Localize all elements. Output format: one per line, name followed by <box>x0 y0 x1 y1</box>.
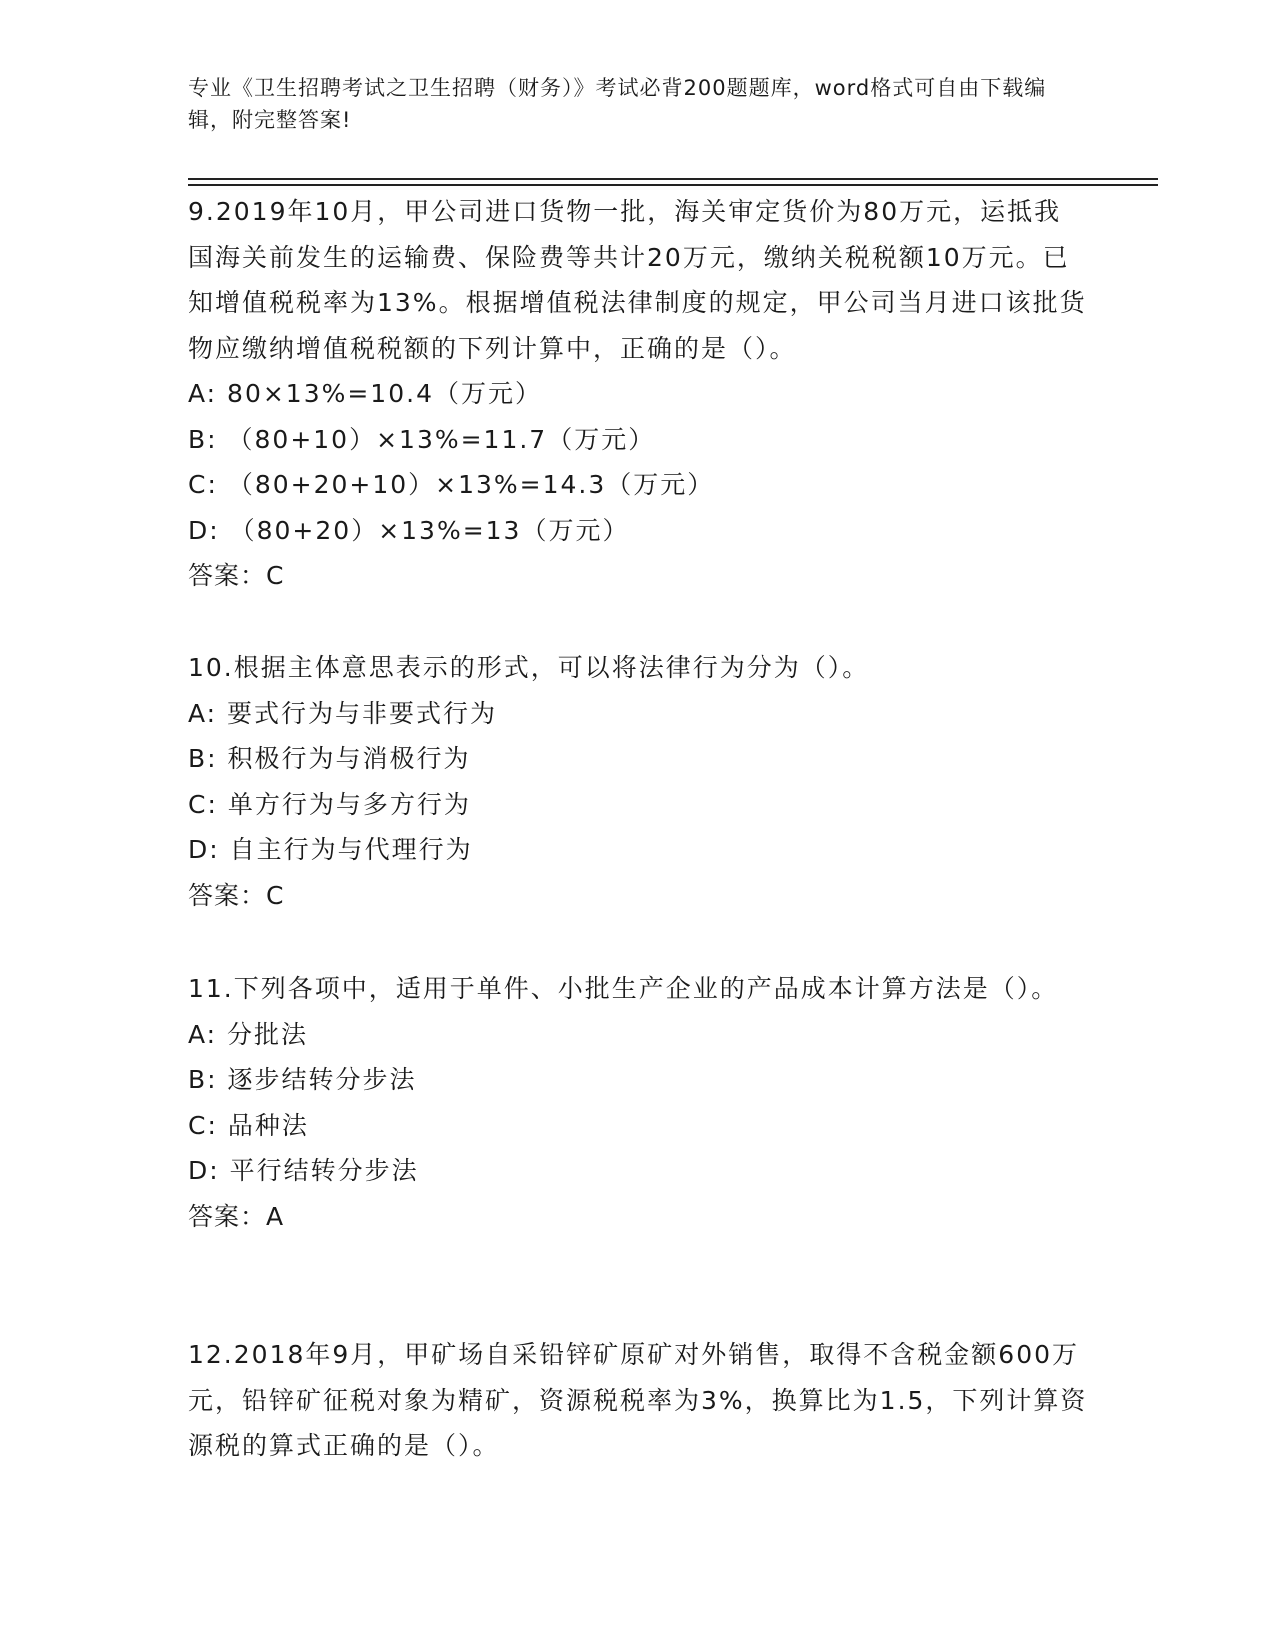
question-12 <box>188 1332 1088 1469</box>
option-a: A: 80×13%=10.4（万元） <box>188 379 542 408</box>
option-a: A: 分批法 <box>188 1019 309 1049</box>
option-b: B: 逐步结转分步法 <box>188 1065 417 1094</box>
option-c: C: 单方行为与多方行为 <box>188 789 471 819</box>
question-9 <box>188 189 1088 599</box>
option-b: B: （80+10）×13%=11.7（万元） <box>188 424 656 454</box>
question-11 <box>188 966 1088 1239</box>
header-rule-bottom <box>188 184 1158 186</box>
answer: 答案：A <box>188 1201 285 1231</box>
question-stem: 11.下列各项中，适用于单件、小批生产企业的产品成本计算方法是（）。 <box>188 974 1059 1003</box>
option-a: A: 要式行为与非要式行为 <box>188 698 498 728</box>
option-c: C: 品种法 <box>188 1110 309 1140</box>
option-b: B: 积极行为与消极行为 <box>188 744 471 773</box>
option-c: C: （80+20+10）×13%=14.3（万元） <box>188 470 715 499</box>
question-stem: 10.根据主体意思表示的形式，可以将法律行为分为（）。 <box>188 653 870 682</box>
option-d: D: 自主行为与代理行为 <box>188 835 473 864</box>
question-10 <box>188 645 1088 918</box>
answer: 答案：C <box>188 561 285 590</box>
question-stem: 9.2019年10月，甲公司进口货物一批，海关审定货价为80万元，运抵我国海关前发生的运输费、保险费等共计20万元，缴纳关税税额10万元。已知增值税税率为13%。根据增值税法律制度的规定，甲公司当月进口该批货物应缴纳增值税税额的下列计算中，正确的是（）。 <box>188 197 1087 363</box>
header-rule-top <box>188 178 1158 180</box>
question-stem: 12.2018年9月，甲矿场自采铅锌矿原矿对外销售，取得不含税金额600万元，铅锌矿征税对象为精矿，资源税税率为3%，换算比为1.5，下列计算资源税的算式正确的是（）。 <box>188 1340 1088 1460</box>
option-d: D: （80+20）×13%=13（万元） <box>188 515 630 545</box>
document-header: 专业《卫生招聘考试之卫生招聘（财务）》考试必背200题题库，word格式可自由下载编辑，附完整答案! <box>188 76 1047 132</box>
option-d: D: 平行结转分步法 <box>188 1156 419 1185</box>
answer: 答案：C <box>188 880 285 910</box>
